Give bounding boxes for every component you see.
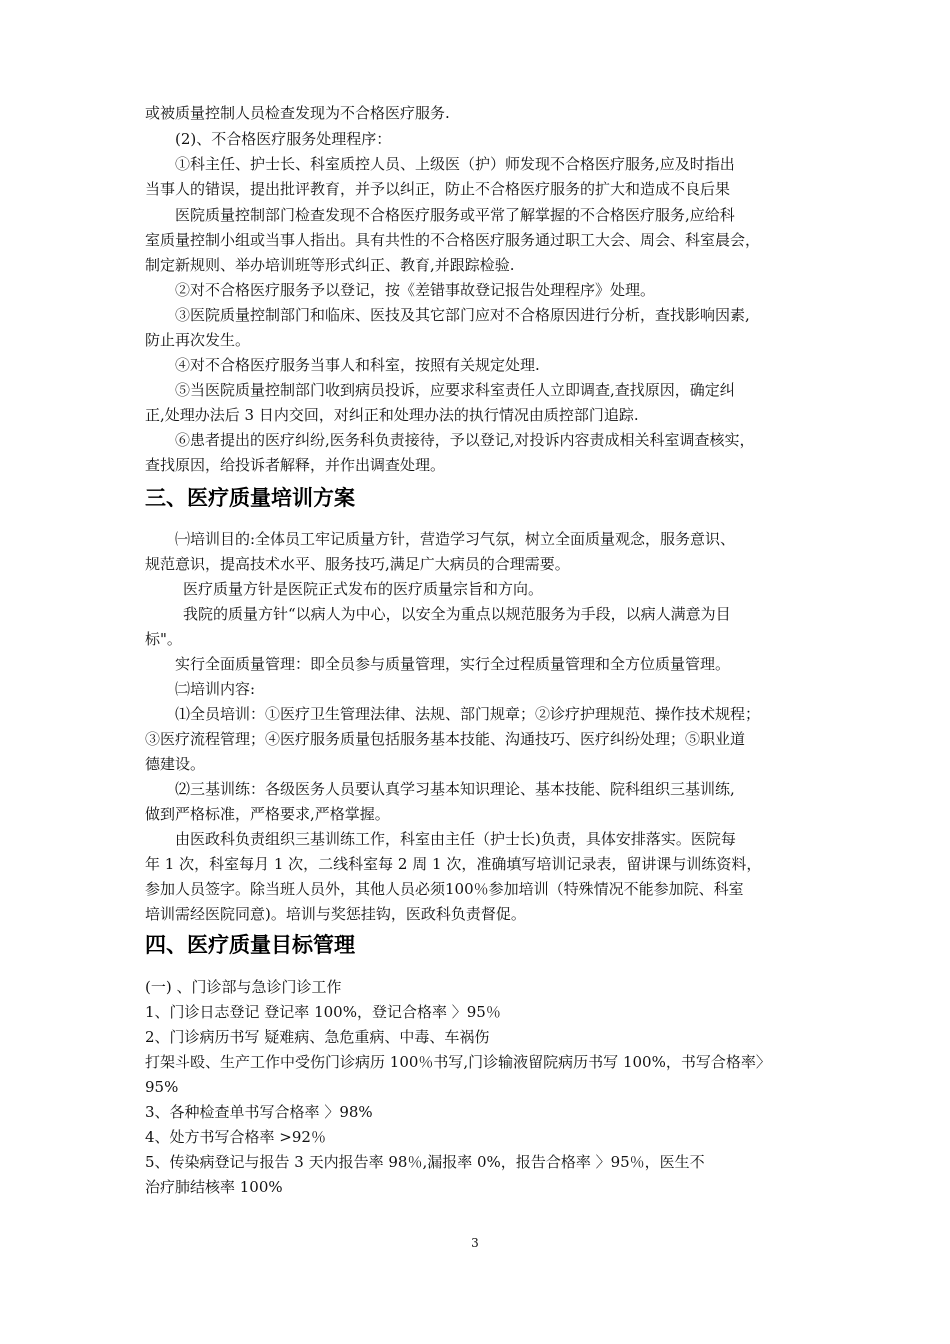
paragraph-line: ⑥患者提出的医疗纠纷,医务科负责接待，予以登记,对投诉内容责成相关科室调查核实， (175, 431, 755, 449)
paragraph-line: 打架斗殴、生产工作中受伤门诊病历 100％书写,门诊输液留院病历书写 100%，书写合格率〉 (145, 1053, 771, 1071)
paragraph-line: 4、处方书写合格率 >92％ (145, 1128, 326, 1146)
paragraph-line: ④对不合格医疗服务当事人和科室，按照有关规定处理. (175, 356, 540, 374)
paragraph-line: 医疗质量方针是医院正式发布的医疗质量宗旨和方向。 (183, 580, 544, 598)
paragraph-line: ⑴全员培训：①医疗卫生管理法律、法规、部门规章；②诊疗护理规范、操作技术规程； (175, 705, 761, 723)
paragraph-line: 室质量控制小组或当事人指出。具有共性的不合格医疗服务通过职工大会、周会、科室晨会， (145, 231, 761, 249)
paragraph-line: ⑵三基训练：各级医务人员要认真学习基本知识理论、基本技能、院科组织三基训练, (175, 780, 735, 798)
paragraph-line: 1、门诊日志登记 登记率 100%，登记合格率 〉95％ (145, 1003, 501, 1021)
paragraph-line: 年 1 次，科室每月 1 次，二线科室每 2 周 1 次，准确填写培训记录表，留讲课与训练资料， (145, 855, 762, 873)
paragraph-line: 做到严格标准，严格要求,严格掌握。 (145, 805, 390, 823)
paragraph-line: 5、传染病登记与报告 3 天内报告率 98％,漏报率 0%，报告合格率 〉95％，医生不 (145, 1153, 705, 1171)
paragraph-line: 当事人的错误，提出批评教育，并予以纠正，防止不合格医疗服务的扩大和造成不良后果 (145, 180, 731, 198)
paragraph-line: 正,处理办法后 3 日内交回，对纠正和处理办法的执行情况由质控部门追踪. (145, 406, 639, 424)
paragraph-line: 标"。 (145, 630, 182, 648)
paragraph-line: 查找原因，给投诉者解释，并作出调查处理。 (145, 456, 446, 474)
paragraph-line: 95% (145, 1078, 179, 1096)
section-heading: 三、医疗质量培训方案 (145, 486, 355, 510)
paragraph-line: ㈠培训目的:全体员工牢记质量方针，营造学习气氛，树立全面质量观念，服务意识、 (175, 530, 736, 548)
page-number: 3 (471, 1236, 479, 1250)
paragraph-line: ①科主任、护士长、科室质控人员、上级医（护）师发现不合格医疗服务,应及时指出 (175, 155, 735, 173)
paragraph-line: 或被质量控制人员检查发现为不合格医疗服务. (145, 104, 450, 122)
paragraph-line: 培训需经医院同意)。培训与奖惩挂钩，医政科负责督促。 (145, 905, 526, 923)
paragraph-line: 规范意识，提高技术水平、服务技巧,满足广大病员的合理需要。 (145, 555, 570, 573)
paragraph-line: ②对不合格医疗服务予以登记，按《差错事故登记报告处理程序》处理。 (175, 281, 656, 299)
paragraph-line: ③医院质量控制部门和临床、医技及其它部门应对不合格原因进行分析，查找影响因素, (175, 306, 750, 324)
paragraph-line: 治疗肺结核率 100% (145, 1178, 283, 1196)
paragraph-line: 由医政科负责组织三基训练工作，科室由主任（护士长)负责，具体安排落实。医院每 (175, 830, 736, 848)
paragraph-line: 2、门诊病历书写 疑难病、急危重病、中毒、车祸伤 (145, 1028, 490, 1046)
paragraph-line: 医院质量控制部门检查发现不合格医疗服务或平常了解掌握的不合格医疗服务,应给科 (175, 206, 735, 224)
paragraph-line: 3、各种检查单书写合格率 〉98% (145, 1103, 373, 1121)
section-heading: 四、医疗质量目标管理 (145, 933, 355, 957)
paragraph-line: ⑤当医院质量控制部门收到病员投诉，应要求科室责任人立即调查,查找原因，确定纠 (175, 381, 735, 399)
paragraph-line: 德建设。 (145, 755, 206, 773)
paragraph-line: (2)、不合格医疗服务处理程序： (175, 130, 392, 148)
paragraph-line: 实行全面质量管理：即全员参与质量管理，实行全过程质量管理和全方位质量管理。 (175, 655, 731, 673)
paragraph-line: ㈡培训内容: (175, 680, 256, 698)
paragraph-line: 我院的质量方针“以病人为中心，以安全为重点以规范服务为手段，以病人满意为目 (183, 605, 731, 623)
paragraph-line: 制定新规则、举办培训班等形式纠正、教育,并跟踪检验. (145, 256, 515, 274)
paragraph-line: 防止再次发生。 (145, 331, 251, 349)
paragraph-line: (一) 、门诊部与急诊门诊工作 (145, 978, 342, 996)
paragraph-line: 参加人员签字。除当班人员外，其他人员必须100％参加培训（特殊情况不能参加院、科室 (145, 880, 744, 898)
paragraph-line: ③医疗流程管理；④医疗服务质量包括服务基本技能、沟通技巧、医疗纠纷处理；⑤职业道 (145, 730, 746, 748)
